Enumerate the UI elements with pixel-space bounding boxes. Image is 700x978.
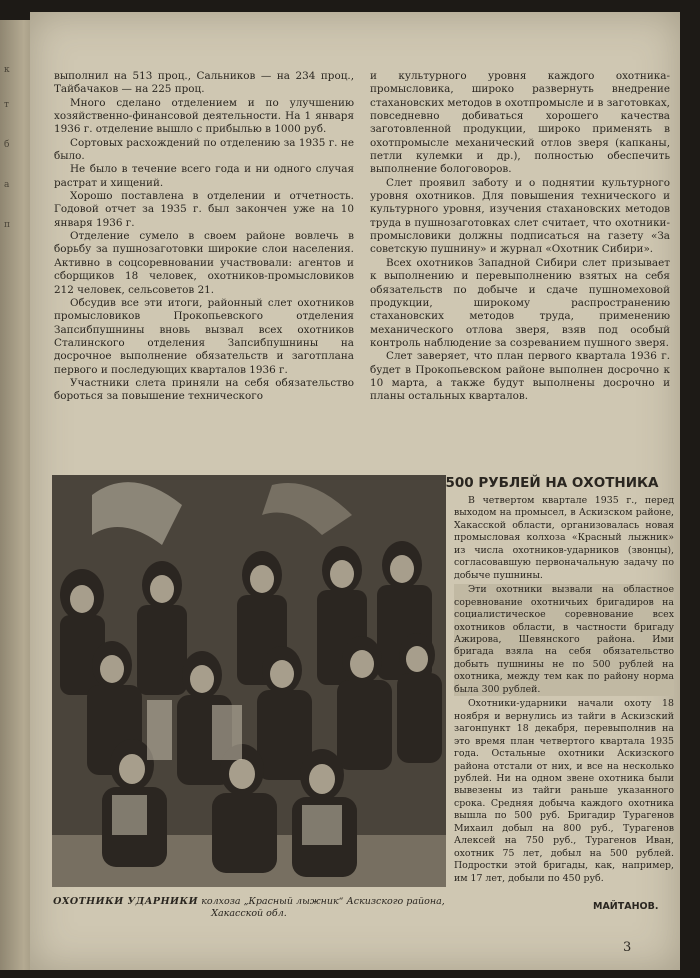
paragraph: Не было в течение всего года и ни одного случая растрат и хищений. (54, 163, 354, 189)
caption-lead: ОХОТНИКИ УДАРНИКИ (53, 896, 199, 907)
paragraph: и культурного уровня каждого охотника-промысловика, широко развернуть внедрение стахановских методов в охотпромысле и в заготовках, повседневно добиваться хорошего качества заготовленной продукции, широко применять в охотпромысле механический отлов зверя (капканы, петли кулемки и др.), полностью обеспечить выполнение бологоворов. (370, 70, 670, 176)
prev-page-fragment: б (4, 140, 10, 150)
left-text-column (54, 70, 354, 404)
paragraph: Всех охотников Западной Сибири слет призывает к выполнению и перевыполнению взятых на себя обязательств по добыче и сдаче пушномеховой продукции, широкому распространению стахановских методов труда, применению механического отлова зверя, взяв под особый контроль наблюдение за созреванием пушного зверя. (370, 256, 670, 349)
paragraph: выполнил на 513 проц., Сальников — на 234 проц., Тайбачаков — на 225 проц. (54, 70, 354, 96)
sidebar-article (454, 495, 674, 887)
magazine-page (30, 12, 680, 970)
page-number: 3 (623, 940, 632, 955)
paragraph: В четвертом квартале 1935 г., перед выходом на промысел, в Аскизском районе, Хакасской области, организовалась новая промысловая колхоза «Красный лыжник» из числа охотников-ударников (звонцы), согласовавшую первоначальную задачу по добыче пушнины. (454, 495, 674, 581)
paragraph: Хорошо поставлена в отделении и отчетность. Годовой отчет за 1935 г. был закончен уже на 10 января 1936 г. (54, 190, 354, 229)
paragraph: Слет заверяет, что план первого квартала 1936 г. будет в Прокопьевском районе выполнен досрочно к 10 марта, а также будут выполнены досрочно и планы остальных кварталов. (370, 350, 670, 403)
paragraph: Охотники-ударники начали охоту 18 ноября и вернулись из тайги в Аскизский загонпункт 18 декабря, перевыполнив на это время план четвертого квартала 1935 года. Остальные охотники Аскизского района отстали от них, и все на несколько рублей. Ни на одном звене охотника были вывезены из тайги раньше указанного срока. Средняя добыча каждого охотника вышла по 500 руб. Бригадир Турагенов Михаил добыл на 800 руб., Турагенов Алексей на 750 руб., Турагенов Иван, охотник 75 лет, добыл на 500 рублей. Подростки этой бригады, как, например, им 17 лет, добыли по 450 руб. (454, 698, 674, 884)
photo-caption (52, 896, 446, 920)
prev-page-fragment: п (4, 220, 10, 230)
highlighted-paragraph: Эти охотники вызвали на областное соревнование охотничьих бригадиров на социалистическое соревнование всех охотников области, в частности бригаду Ажирова, Шевянского района. Ими бригада взяла на себя обязательство добыть пушнины не по 500 рублей на охотника, между тем как по району норма была 300 рублей. (454, 584, 674, 695)
sidebar-heading: 500 РУБЛЕЙ НА ОХОТНИКА (445, 475, 659, 491)
prev-page-fragment: к (4, 65, 10, 75)
paragraph: Много сделано отделением и по улучшению хозяйственно-финансовой деятельности. На 1 января 1936 г. отделение вышло с прибылью в 1000 руб. (54, 96, 354, 136)
photo-illustration (52, 475, 446, 887)
paragraph: Обсудив все эти итоги, районный слет охотников промысловиков Прокопьевского отделения Запсибпушнины вновь вызвал всех охотников Сталинского отделения Запсибпушнины на досрочное выполнение обязательств и заготплана первого и последующих кварталов 1936 г. (54, 296, 354, 376)
previous-page-edge (0, 20, 34, 970)
paragraph: Сортовых расхождений по отделению за 1935 г. не было. (54, 136, 354, 163)
author-signature: МАЙТАНОВ. (593, 901, 659, 912)
caption-rest: колхоза „Красный лыжник“ Аскизского района, Хакасской обл. (201, 896, 445, 919)
prev-page-fragment: т (4, 100, 9, 110)
paragraph: Участники слета приняли на себя обязательство бороться за повышение технического (54, 376, 354, 403)
right-text-column (370, 70, 670, 404)
paragraph: Слет проявил заботу и о поднятии культурного уровня охотников. Для повышения технического и культурного уровня, изучения стахановских методов труда в пушнозаготовках слет считает, что охотники-промысловики должны подписаться на газету «За советскую пушнину» и журнал «Охотник Сибири». (370, 176, 670, 256)
group-photo-hunters (52, 475, 446, 887)
paragraph: Отделение сумело в своем районе вовлечь в борьбу за пушнозаготовки широкие слои населения. Активно в соцсоревновании участвовали: агентов и сборщиков 18 человек, охотников-промысловиков 212 человек, сельсоветов 21. (54, 230, 354, 296)
prev-page-fragment: а (4, 180, 10, 190)
